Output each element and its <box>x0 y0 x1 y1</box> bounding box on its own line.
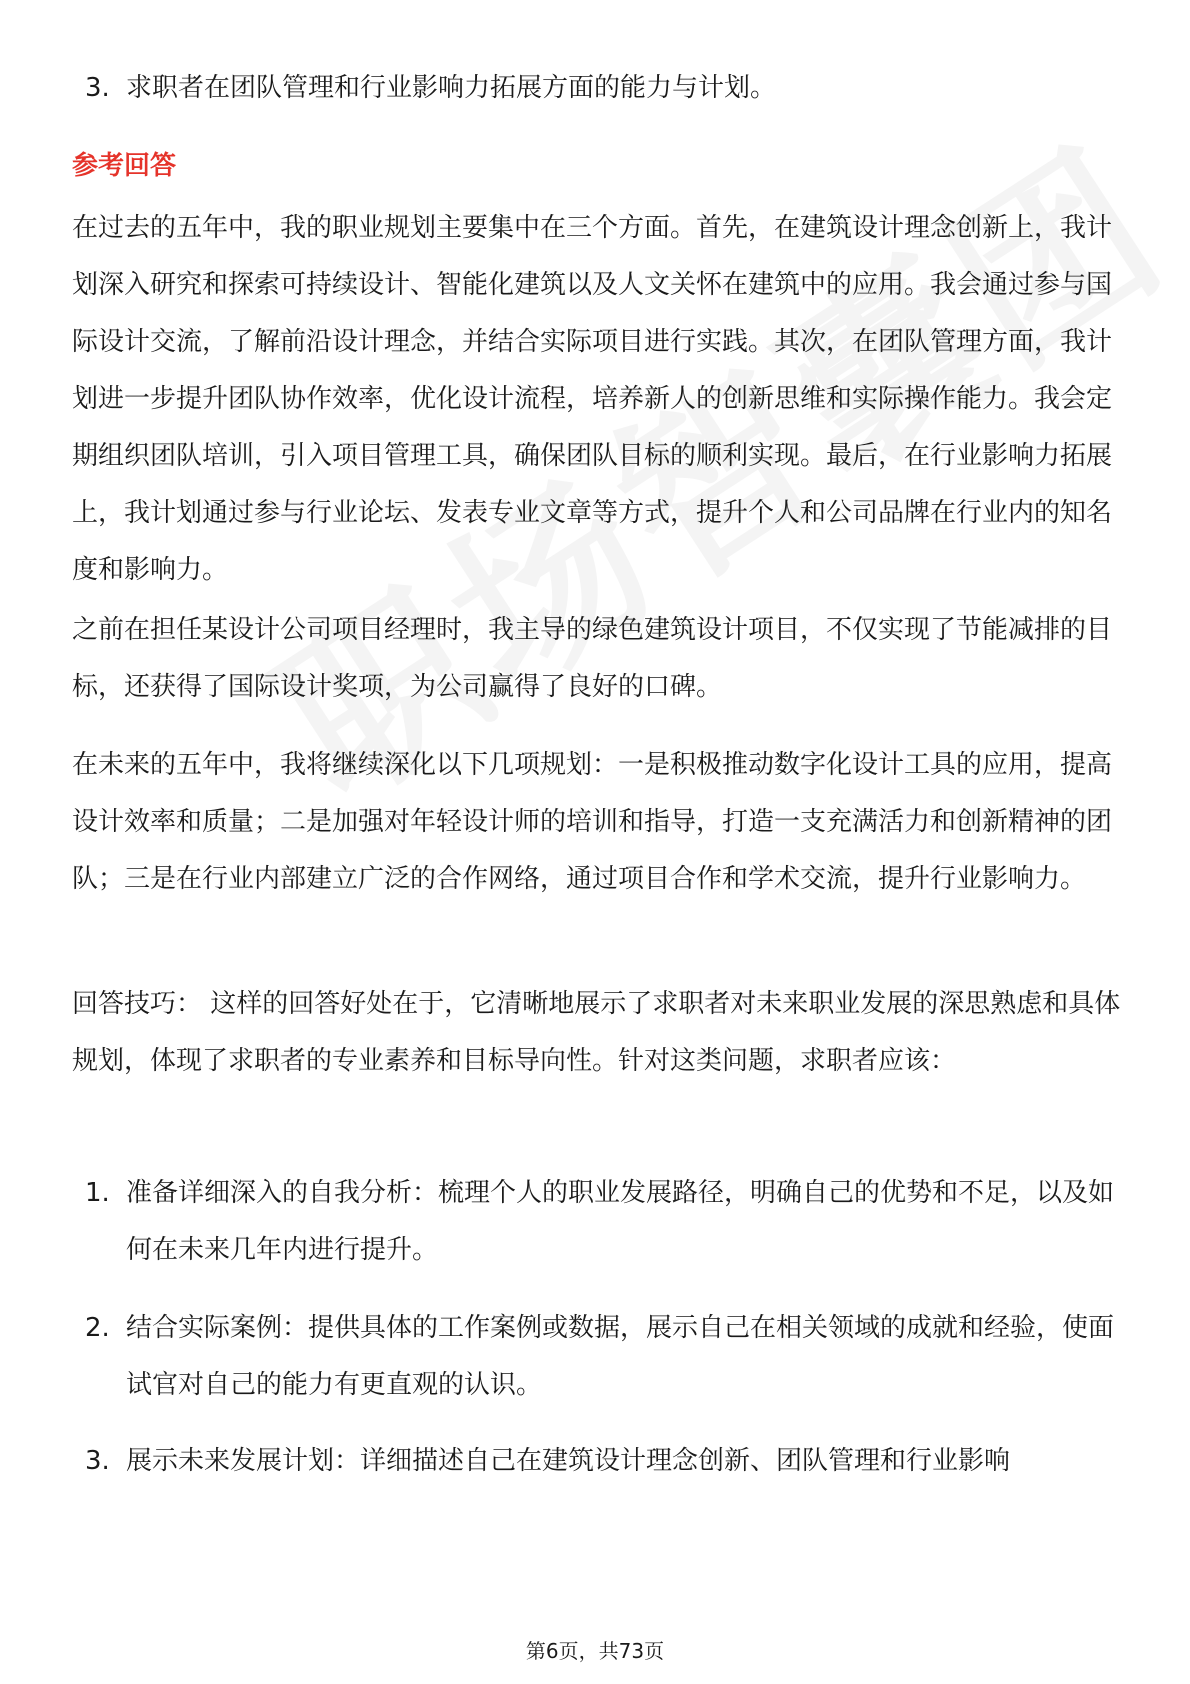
list-item <box>85 60 1125 117</box>
list-text: 准备详细深入的自我分析：梳理个人的职业发展路径，明确自己的优势和不足，以及如何在未来几年内进行提升。 <box>126 1178 1115 1265</box>
list-number: 3. <box>85 73 110 103</box>
list-item <box>85 1300 1125 1414</box>
list-number: 1. <box>85 1178 110 1208</box>
paragraph: 回答技巧： 这样的回答好处在于，它清晰地展示了求职者对未来职业发展的深思熟虑和具体规划，体现了求职者的专业素养和目标导向性。针对这类问题，求职者应该： <box>72 989 1121 1076</box>
list-text: 求职者在团队管理和行业影响力拓展方面的能力与计划。 <box>126 73 777 103</box>
paragraph: 在过去的五年中，我的职业规划主要集中在三个方面。首先，在建筑设计理念创新上，我计划深入研究和探索可持续设计、智能化建筑以及人文关怀在建筑中的应用。我会通过参与国际设计交流，了解前沿设计理念，并结合实际项目进行实践。其次，在团队管理方面，我计划进一步提升团队协作效率，优化设计流程，培养新人的创新思维和实际操作能力。我会定期组织团队培训，引入项目管理工具，确保团队目标的顺利实现。最后，在行业影响力拓展上，我计划通过参与行业论坛、发表专业文章等方式，提升个人和公司品牌在行业内的知名度和影响力。 <box>72 213 1113 585</box>
list-text: 展示未来发展计划：详细描述自己在建筑设计理念创新、团队管理和行业影响 <box>126 1446 1011 1476</box>
list-text: 结合实际案例：提供具体的工作案例或数据，展示自己在相关领域的成就和经验，使面试官对自己的能力有更直观的认识。 <box>126 1313 1115 1400</box>
paragraph: 之前在担任某设计公司项目经理时，我主导的绿色建筑设计项目，不仅实现了节能减排的目标，还获得了国际设计奖项，为公司赢得了良好的口碑。 <box>72 615 1113 702</box>
list-number: 2. <box>85 1313 110 1343</box>
list-item <box>85 1433 1125 1490</box>
paragraph: 在未来的五年中，我将继续深化以下几项规划：一是积极推动数字化设计工具的应用，提高设计效率和质量；二是加强对年轻设计师的培训和指导，打造一支充满活力和创新精神的团队；三是在行业内部建立广泛的合作网络，通过项目合作和学术交流，提升行业影响力。 <box>72 750 1113 894</box>
page-footer: 第6页，共73页 <box>525 1639 665 1663</box>
list-number: 3. <box>85 1446 110 1476</box>
section-heading: 参考回答 <box>72 151 177 181</box>
list-item <box>85 1165 1125 1279</box>
